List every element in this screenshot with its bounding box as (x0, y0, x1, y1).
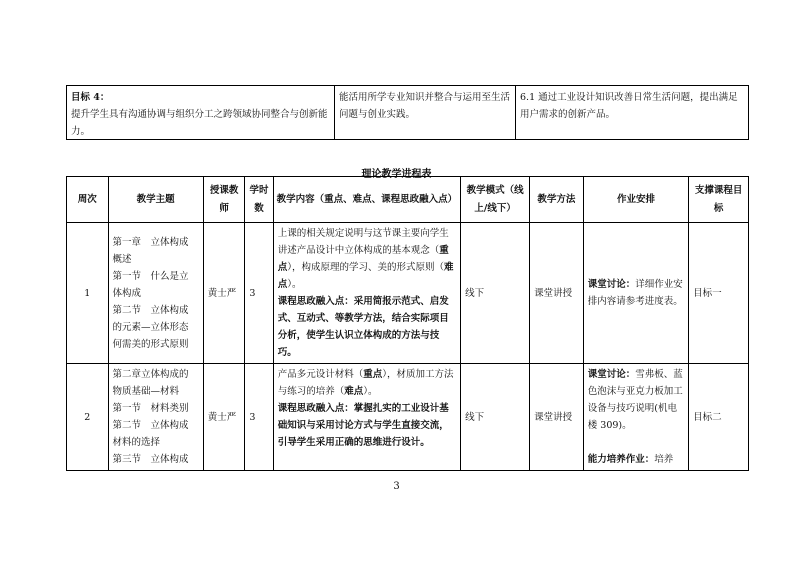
week-cell: 1 (67, 223, 109, 364)
ideology-point: 课程思政融入点：采用简报示范式、启发式、互动式、等教学方法，结合实际项目分析，使学生认识立体构成的方法与技巧。 (277, 296, 449, 358)
header-content: 教学内容（重点、难点、课程思政融入点） (273, 177, 460, 223)
header-hours: 学时数 (245, 177, 273, 223)
objective-description: 提升学生具有沟通协调与组织分工之跨领域协同整合与创新能力。 (71, 109, 328, 137)
content-text: ），构成原理的学习、美的形式原则（ (287, 262, 444, 273)
topic-line: 第一节 什么是立 (112, 270, 189, 282)
key-point-label: 重点 (277, 245, 449, 273)
topic-line: 体构成 (112, 287, 142, 299)
header-mode: 教学模式（线上/线下） (461, 177, 530, 223)
topic-line: 第二节 立体构成 (112, 304, 189, 316)
objective-cell (67, 86, 335, 139)
teacher-cell: 黄士严 (203, 364, 245, 471)
homework-label: 课堂讨论： (587, 369, 636, 380)
topic-line: 第一章 立体构成 (112, 236, 189, 248)
ability-cell: 能活用所学专业知识并整合与运用至生活问题与创业实践。 (335, 86, 516, 139)
table-row (67, 364, 749, 471)
content-text: ），材质加工方法与练习的培养（ (277, 369, 454, 397)
header-goal: 支撑课程目标 (689, 177, 749, 223)
content-text: 产品多元设计材料（ (277, 369, 364, 380)
topic-line: 第二节 立体构成 (112, 420, 189, 431)
homework-label-2: 能力培养作业： (587, 454, 655, 465)
teacher-cell: 黄士严 (203, 223, 245, 364)
topic-line: 概述 (112, 253, 132, 265)
homework-cell (583, 364, 688, 471)
content-text: ）。 (363, 386, 378, 397)
method-cell: 课堂讲授 (530, 364, 584, 471)
homework-text-2: 培养 (654, 454, 674, 465)
topic-line: 第二章立体构成的 (112, 369, 189, 380)
header-method: 教学方法 (530, 177, 584, 223)
topic-line: 何需美的形式原则 (112, 338, 189, 350)
topic-line: 第三节 立体构成 (112, 454, 189, 465)
goal-cell: 目标二 (689, 364, 749, 471)
topic-line: 的元素—立体形态 (112, 321, 189, 333)
table-row (67, 223, 749, 364)
content-text: ）。 (287, 279, 302, 290)
mode-cell: 线下 (461, 223, 530, 364)
content-cell (273, 364, 460, 471)
difficult-point-label: 难点 (277, 262, 454, 290)
table-caption: 理论教学进程表 (361, 169, 432, 180)
header-topic: 教学主题 (108, 177, 203, 223)
ideology-point: 课程思政融入点：掌握扎实的工业设计基础知识与采用讨论方式与学生直接交流，引导学生采用正确的思维进行设计。 (277, 403, 449, 448)
content-cell (273, 223, 460, 364)
homework-text: 详细作业安排内容请参考进度表。 (587, 279, 683, 307)
indicator-cell: 6.1 通过工业设计知识改善日常生活问题，提出满足用户需求的创新产品。 (520, 92, 738, 120)
header-row (67, 177, 749, 223)
topic-line: 材料的选择 (112, 437, 161, 448)
objective-table (66, 85, 749, 140)
week-cell: 2 (67, 364, 109, 471)
homework-label: 课堂讨论： (587, 279, 636, 290)
topic-cell (108, 223, 203, 364)
topic-line: 第一节 材料类别 (112, 403, 189, 414)
objective-title: 目标 4： (71, 92, 110, 103)
topic-line: 物质基础—材料 (112, 386, 180, 397)
page-number: 3 (393, 481, 400, 492)
header-week: 周次 (67, 177, 109, 223)
header-homework: 作业安排 (583, 177, 688, 223)
content-text: 上课的相关规定说明与这节课主要向学生讲述产品设计中立体构成的基本观念（ (277, 228, 449, 256)
header-teacher: 授课教师 (203, 177, 245, 223)
topic-cell (108, 364, 203, 471)
mode-cell: 线下 (461, 364, 530, 471)
homework-cell (583, 223, 688, 364)
key-point-label: 重点 (363, 369, 383, 380)
goal-cell: 目标一 (689, 223, 749, 364)
schedule-table (66, 176, 749, 471)
method-cell: 课堂讲授 (530, 223, 584, 364)
homework-text: 雪弗板、蓝色泡沫与亚克力板加工设备与技巧说明(机电楼 309)。 (587, 369, 683, 431)
difficult-point-label: 难点 (344, 386, 364, 397)
hours-cell: 3 (245, 364, 273, 471)
hours-cell: 3 (245, 223, 273, 364)
